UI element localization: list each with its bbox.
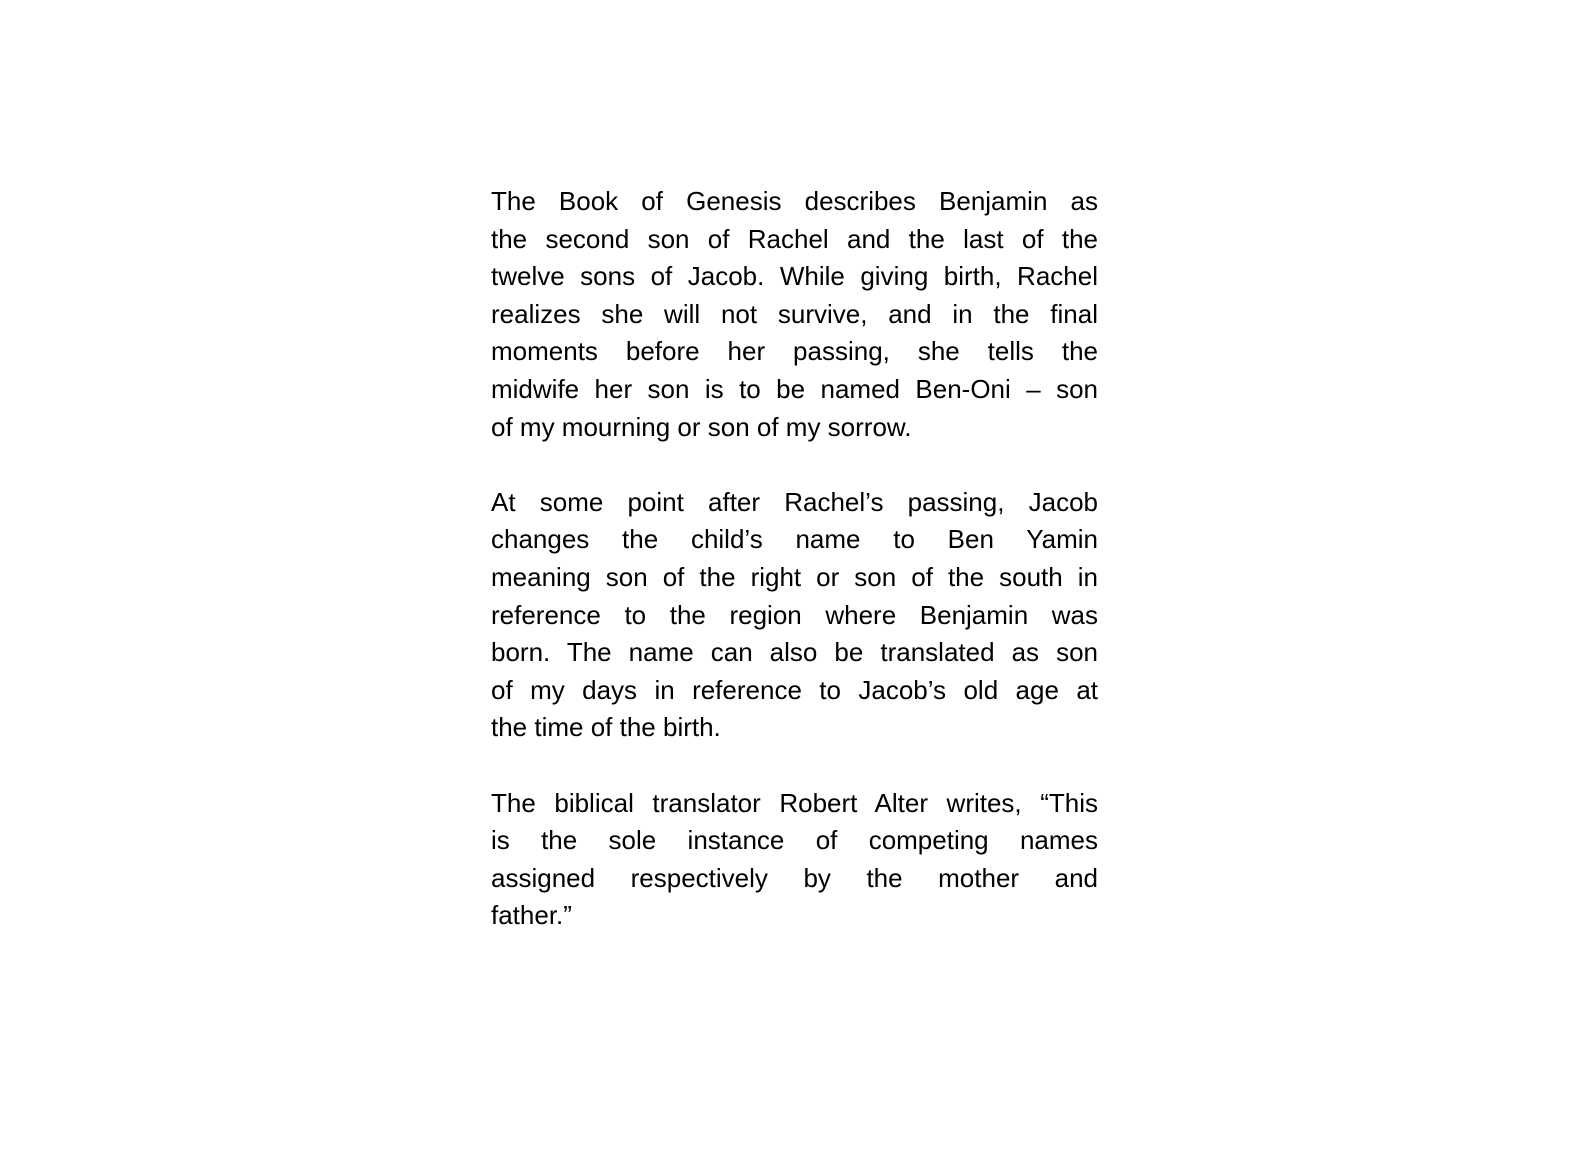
text-line: reference to the region where Benjamin was	[491, 599, 1098, 630]
text-line: The biblical translator Robert Alter writes, “This	[491, 787, 1098, 818]
text-line: The Book of Genesis describes Benjamin as	[491, 186, 1098, 216]
text-line: midwife her son is to be named Ben-Oni – son	[491, 373, 1098, 404]
text-line: of my days in reference to Jacob’s old age at	[491, 674, 1098, 705]
paragraph-name-change	[491, 484, 1098, 747]
text-line: meaning son of the right or son of the south in	[491, 561, 1098, 592]
paragraph-alter-quote	[491, 785, 1098, 935]
text-line: realizes she will not survive, and in the final	[491, 298, 1098, 329]
text-line: the time of the birth.	[491, 712, 721, 743]
text-line: is the sole instance of competing names	[491, 825, 1098, 856]
text-line: father.”	[491, 900, 572, 931]
paragraph-genesis-description	[491, 183, 1098, 446]
text-line: the second son of Rachel and the last of the	[491, 223, 1098, 254]
text-line: At some point after Rachel’s passing, Jacob	[491, 486, 1098, 517]
text-line: born. The name can also be translated as son	[491, 637, 1098, 668]
body-text	[491, 183, 1098, 935]
text-line: moments before her passing, she tells the	[491, 336, 1098, 367]
text-line: assigned respectively by the mother and	[491, 862, 1098, 893]
text-line: twelve sons of Jacob. While giving birth, Rachel	[491, 261, 1098, 292]
text-line: of my mourning or son of my sorrow.	[491, 411, 912, 442]
text-line: changes the child’s name to Ben Yamin	[491, 524, 1098, 555]
